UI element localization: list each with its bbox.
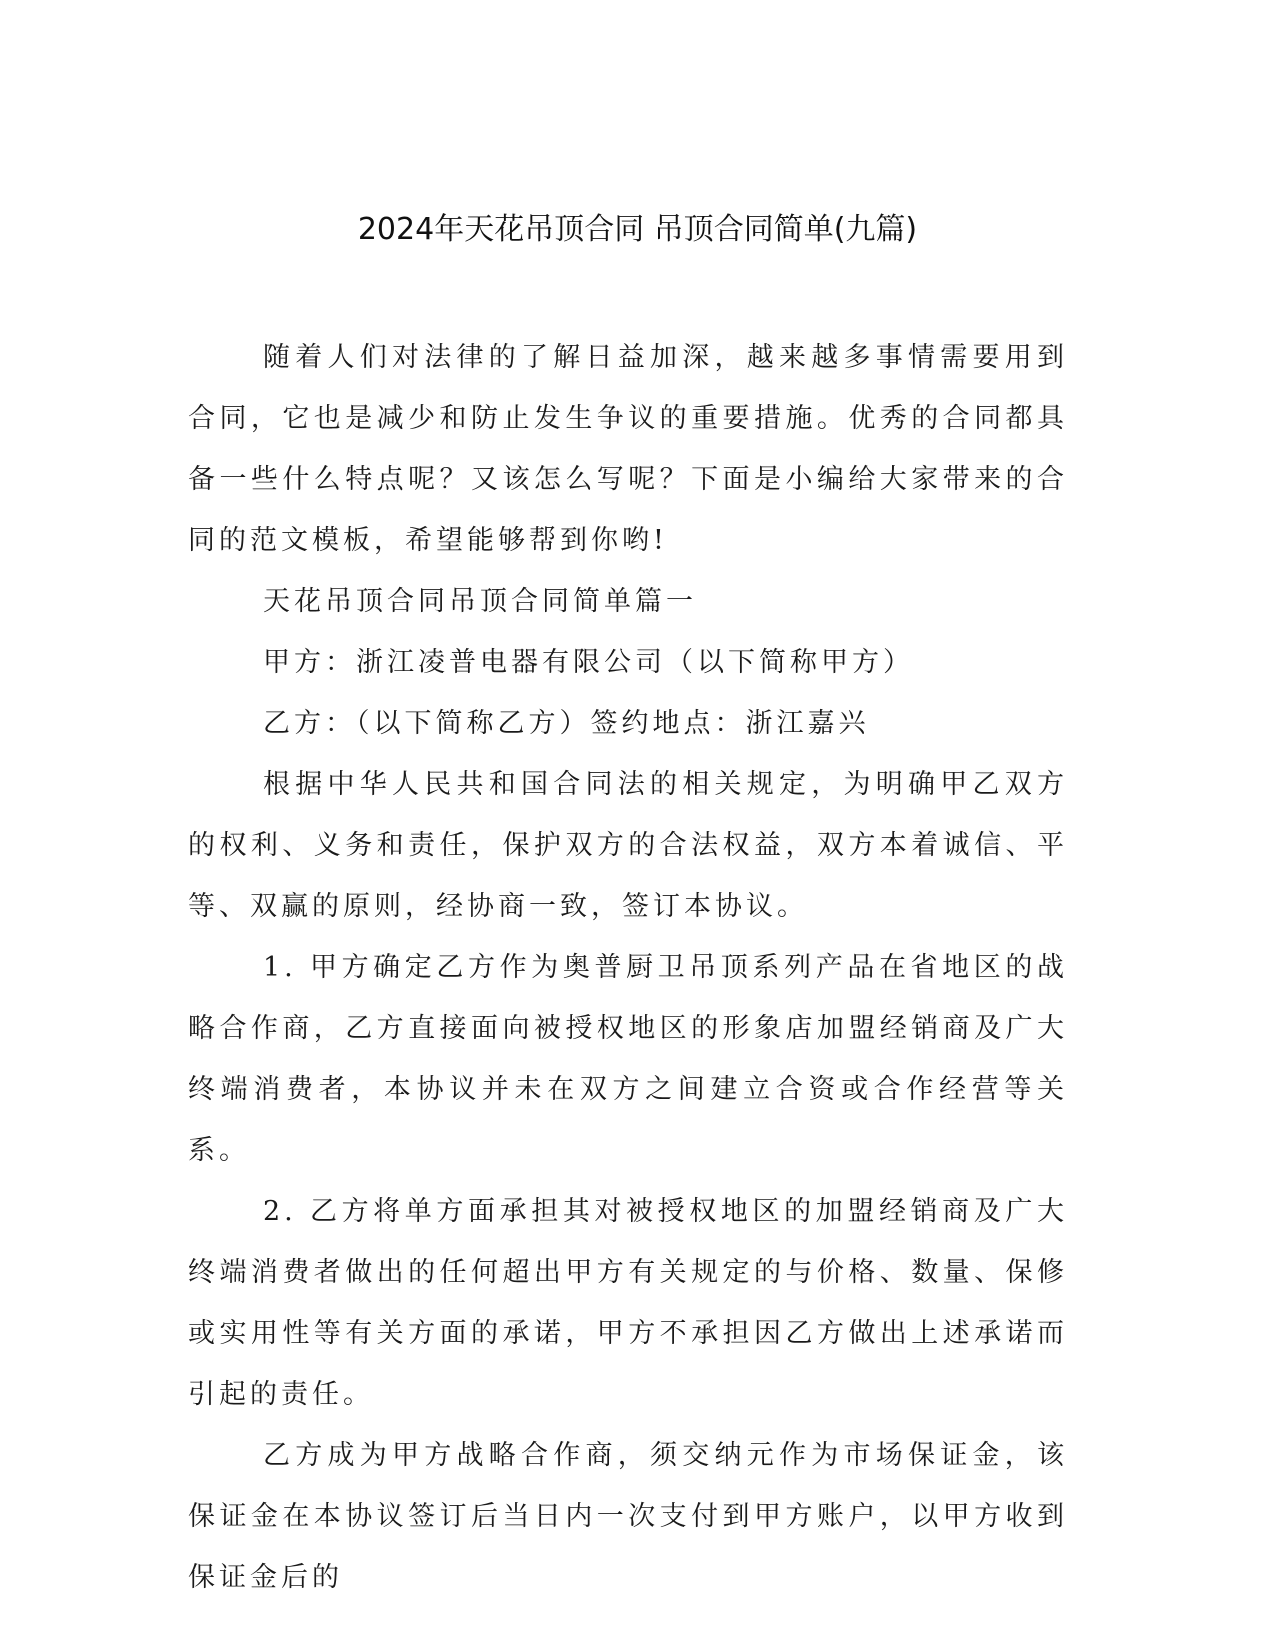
section-heading: 天花吊顶合同吊顶合同简单篇一	[263, 586, 697, 617]
party-a-line: 甲方：浙江凌普电器有限公司（以下简称甲方）	[263, 647, 914, 678]
deposit-paragraph: 乙方成为甲方战略合作商，须交纳元作为市场保证金，该保证金在本协议签订后当日内一次支付到甲方账户，以甲方收到保证金后的	[188, 1440, 1068, 1593]
preamble-paragraph: 根据中华人民共和国合同法的相关规定，为明确甲乙双方的权利、义务和责任，保护双方的合法权益，双方本着诚信、平等、双赢的原则，经协商一致，签订本协议。	[188, 769, 1068, 922]
intro-paragraph: 随着人们对法律的了解日益加深，越来越多事情需要用到合同，它也是减少和防止发生争议的重要措施。优秀的合同都具备一些什么特点呢？又该怎么写呢？下面是小编给大家带来的合同的范文模板，希望能够帮到你哟!	[188, 342, 1068, 556]
clause-2: 2. 乙方将单方面承担其对被授权地区的加盟经销商及广大终端消费者做出的任何超出甲方有关规定的与价格、数量、保修或实用性等有关方面的承诺，甲方不承担因乙方做出上述承诺而引起的责任。	[188, 1196, 1068, 1410]
party-b-line: 乙方：（以下简称乙方）签约地点：浙江嘉兴	[263, 708, 870, 739]
document-title: 2024年天花吊顶合同 吊顶合同简单(九篇)	[357, 212, 918, 247]
clause-1: 1. 甲方确定乙方作为奥普厨卫吊顶系列产品在省地区的战略合作商，乙方直接面向被授权地区的形象店加盟经销商及广大终端消费者，本协议并未在双方之间建立合资或合作经营等关系。	[188, 952, 1068, 1166]
document-body	[188, 327, 1068, 1608]
